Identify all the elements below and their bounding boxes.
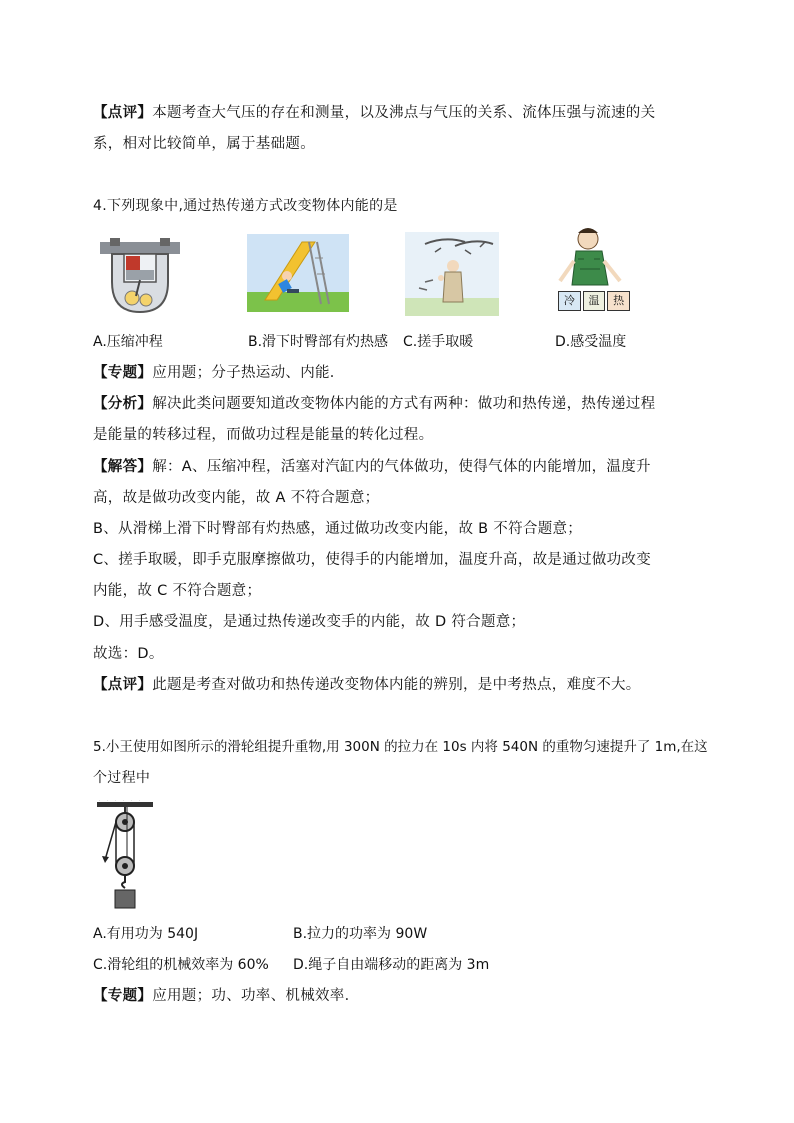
q4-option-c: C.搓手取暖 bbox=[403, 334, 474, 350]
cold-basin: 冷 bbox=[558, 291, 581, 311]
hot-basin: 热 bbox=[607, 291, 630, 311]
q4-answer-line-4: C、搓手取暖，即手克服摩擦做功，使得手的内能增加，温度升高，故是通过做功改变 bbox=[93, 552, 652, 568]
q5-option-d: D.绳子自由端移动的距离为 3m bbox=[293, 957, 490, 973]
warm-basin: 温 bbox=[583, 291, 606, 311]
rubbing-hands-picture bbox=[405, 232, 499, 316]
q4-answer-line-3: B、从滑梯上滑下时臀部有灼热感，通过做功改变内能，故 B 不符合题意； bbox=[93, 521, 583, 537]
q4-option-d: D.感受温度 bbox=[555, 334, 627, 350]
q4-answer-line-6: D、用手感受温度，是通过热传递改变手的内能，故 D 符合题意； bbox=[93, 614, 526, 630]
q4-analysis-line-1: 【分析】解决此类问题要知道改变物体内能的方式有两种：做功和热传递，热传递过程 bbox=[93, 396, 656, 412]
engine-compression-picture bbox=[100, 232, 180, 317]
q4-topic: 【专题】应用题；分子热运动、内能． bbox=[93, 365, 345, 381]
q5-option-c: C.滑轮组的机械效率为 60% bbox=[93, 957, 269, 973]
question-5-stem-line-2: 个过程中 bbox=[93, 770, 151, 786]
q4-answer-line-5: 内能，故 C 不符合题意； bbox=[93, 583, 262, 599]
q4-answer-line-2: 高，故是做功改变内能，故 A 不符合题意； bbox=[93, 490, 380, 506]
q4-option-a: A.压缩冲程 bbox=[93, 334, 163, 350]
q4-answer-line-1: 【解答】解：A、压缩冲程，活塞对汽缸内的气体做功，使得气体的内能增加，温度升 bbox=[93, 459, 651, 475]
q4-option-b: B.滑下时臀部有灼热感 bbox=[248, 334, 389, 350]
question-5-stem-line-1: 5.小王使用如图所示的滑轮组提升重物,用 300N 的拉力在 10s 内将 540N 的重物匀速提升了 1m,在这 bbox=[93, 739, 708, 755]
q5-option-b: B.拉力的功率为 90W bbox=[293, 926, 428, 942]
q4-analysis-line-2: 是能量的转移过程，而做功过程是能量的转化过程。 bbox=[93, 427, 434, 443]
q4-answer-line-7: 故选：D。 bbox=[93, 646, 164, 662]
pulley-system-picture bbox=[97, 800, 153, 912]
q4-review: 【点评】此题是考查对做功和热传递改变物体内能的辨别，是中考热点，难度不大。 bbox=[93, 677, 641, 693]
review-tag: 【点评】 bbox=[93, 105, 153, 121]
q5-topic: 【专题】应用题；功、功率、机械效率． bbox=[93, 988, 360, 1004]
review-line-2: 系，相对比较简单，属于基础题。 bbox=[93, 136, 315, 152]
question-4-stem: 4.下列现象中,通过热传递方式改变物体内能的是 bbox=[93, 198, 398, 214]
slide-picture bbox=[247, 234, 349, 312]
review-line-1: 【点评】本题考查大气压的存在和测量，以及沸点与气压的关系、流体压强与流速的关 bbox=[93, 105, 656, 121]
q5-option-a: A.有用功为 540J bbox=[93, 926, 199, 942]
basins-row bbox=[558, 291, 630, 311]
